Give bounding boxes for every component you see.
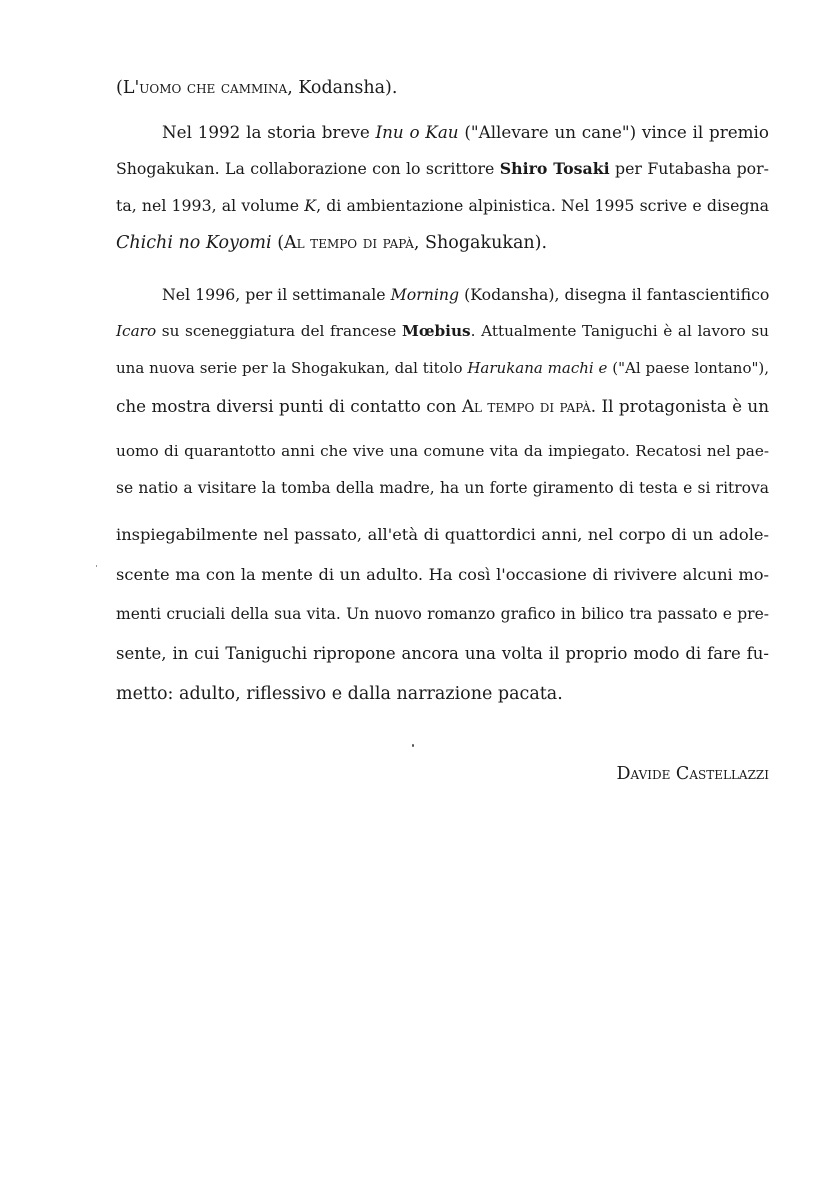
author-signature: Davide Castellazzi: [616, 764, 769, 784]
author-name: Shiro Tosaki: [499, 159, 610, 178]
para2-line4: che mostra diversi punti di contatto con Al tempo di papà. Il protagonista è un: [116, 396, 769, 416]
para1-line4: Chichi no Koyomi (Al tempo di papà, Shogakukan).: [116, 233, 548, 253]
book-title: (L'uomo che cammina: [116, 78, 288, 98]
para2-line8: scente ma con la mente di un adulto. Ha così l'occasione di rivivere alcuni mo-: [116, 565, 769, 584]
para2-line3: una nuova serie per la Shogakukan, dal titolo Harukana machi e ("Al paese lontano"),: [116, 359, 769, 377]
work-title: Inu o Kau: [375, 122, 459, 142]
para2-line2: Icaro su sceneggiatura del francese Mœbius. Attualmente Taniguchi è al lavoro su: [116, 322, 769, 340]
para2-line6: se natio a visitare la tomba della madre, ha un forte giramento di testa e si ritrova: [116, 479, 769, 497]
para2-line5: uomo di quarantotto anni che vive una comune vita da impiegato. Recatosi nel pae-: [116, 442, 769, 460]
para1-line3: ta, nel 1993, al volume K, di ambientazione alpinistica. Nel 1995 scrive e disegna: [116, 196, 770, 215]
para2-line10: sente, in cui Taniguchi ripropone ancora una volta il proprio modo di fare fu-: [116, 644, 769, 663]
scan-speck: [96, 565, 97, 567]
work-title: Morning: [390, 285, 460, 304]
opening-line: (L'uomo che cammina, Kodansha).: [116, 78, 398, 98]
work-title: Chichi no Koyomi: [116, 233, 272, 253]
book-title: Al tempo di papà: [284, 233, 414, 253]
book-title: Al tempo di papà: [461, 396, 591, 416]
scan-speck: [412, 744, 414, 747]
para2-line1: Nel 1996, per il settimanale Morning (Kodansha), disegna il fantascientifico: [162, 285, 770, 304]
para2-line7: inspiegabilmente nel passato, all'età di quattordici anni, nel corpo di un adole-: [116, 525, 769, 544]
para2-line11: metto: adulto, riflessivo e dalla narrazione pacata.: [116, 684, 563, 704]
work-title: Icaro: [116, 322, 157, 340]
author-name: Mœbius: [401, 322, 471, 340]
para2-line9: menti cruciali della sua vita. Un nuovo romanzo grafico in bilico tra passato e pre-: [116, 605, 769, 623]
para1-line1: Nel 1992 la storia breve Inu o Kau ("Allevare un cane") vince il premio: [162, 122, 769, 142]
para1-line2: Shogakukan. La collaborazione con lo scrittore Shiro Tosaki per Futabasha por-: [116, 159, 769, 178]
work-title: Harukana machi e: [467, 359, 608, 377]
work-title: K: [304, 196, 317, 215]
